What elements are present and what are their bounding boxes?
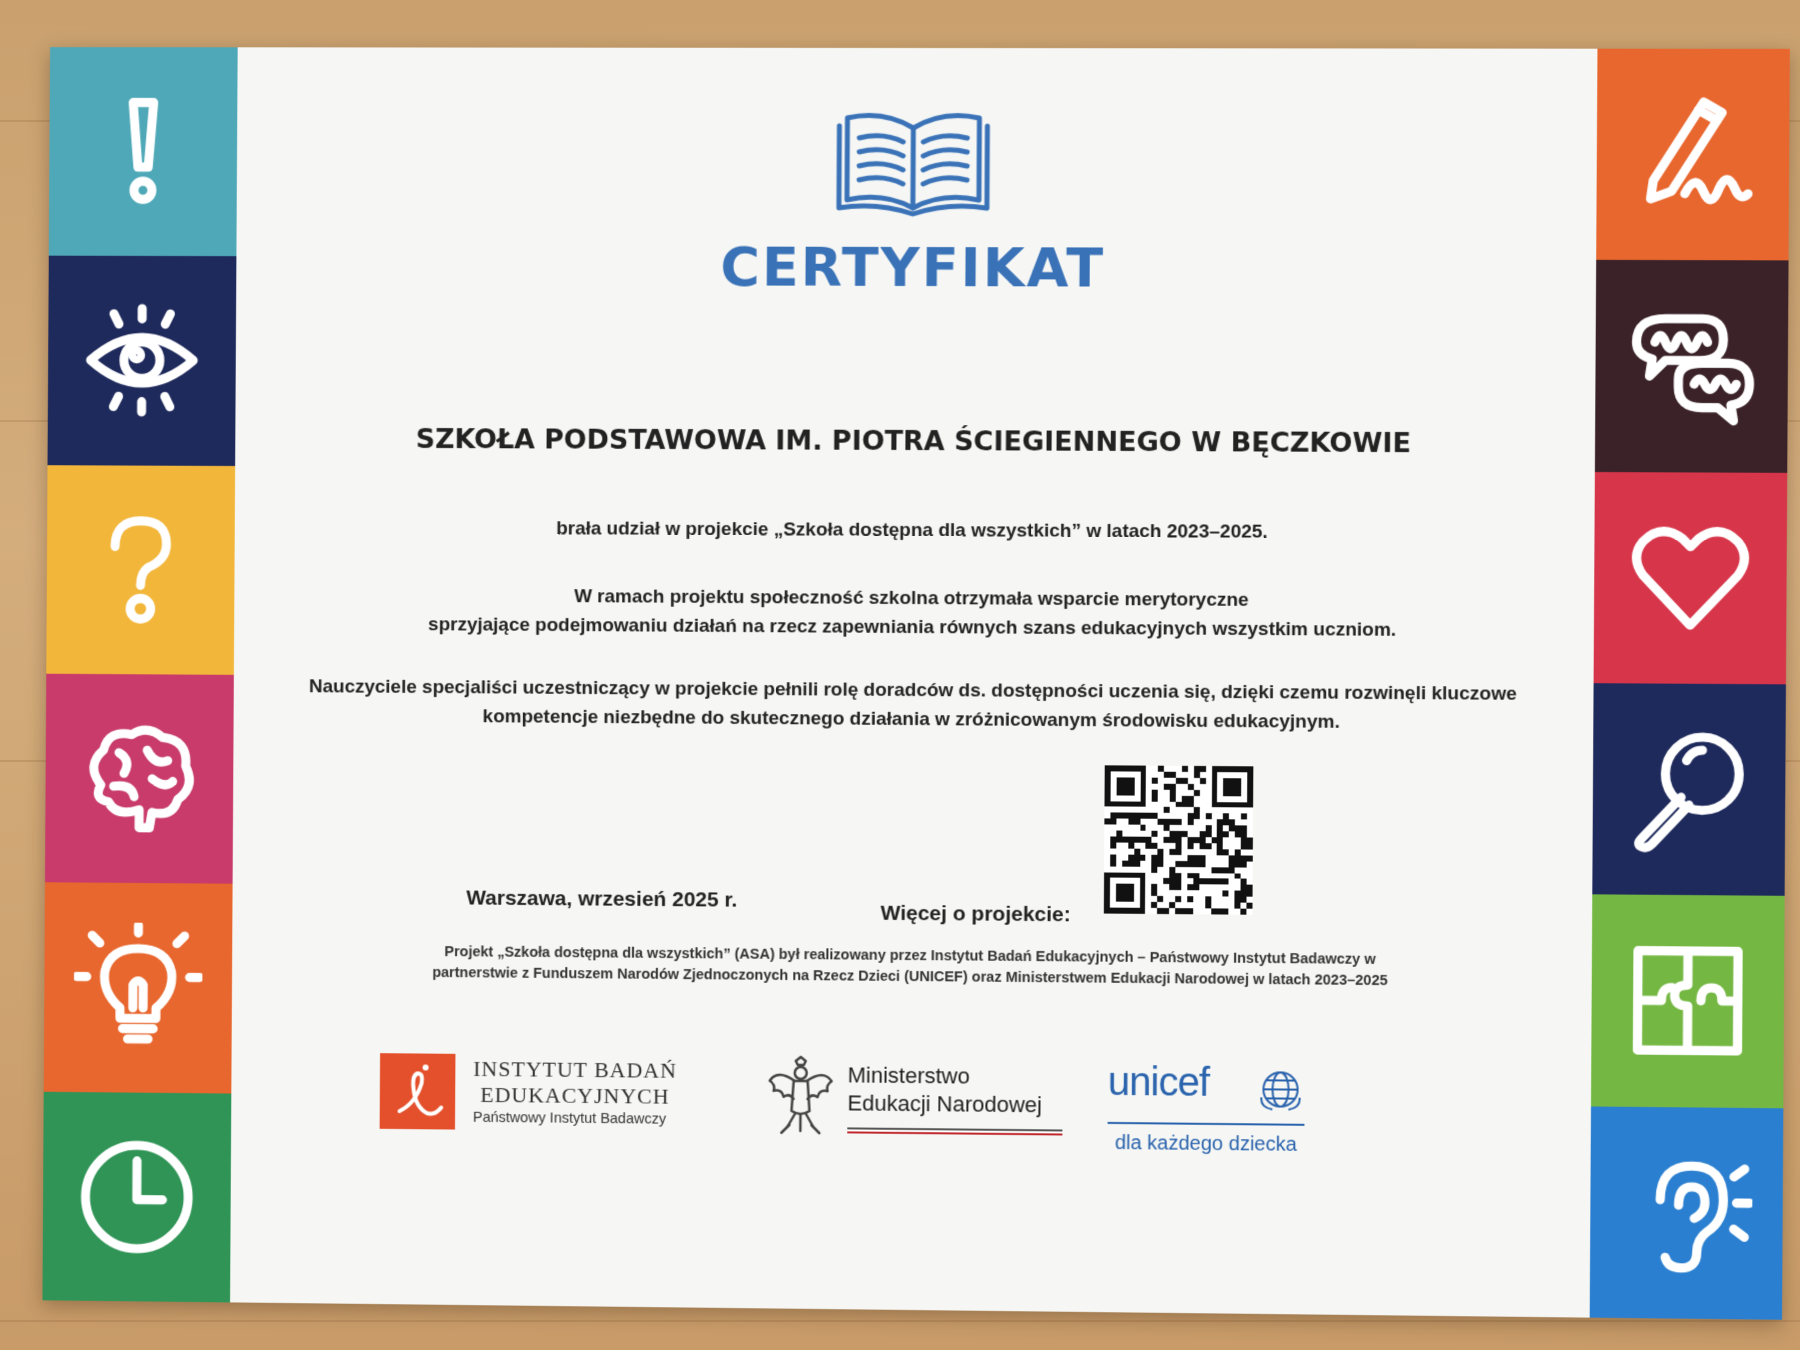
- exclamation-icon: [79, 87, 208, 216]
- tile-eye: [48, 256, 237, 466]
- unicef-logo: [1107, 1060, 1319, 1162]
- tile-puzzle: [1591, 895, 1785, 1108]
- certificate-content: [230, 47, 1597, 1317]
- ibe-emblem: [380, 1053, 456, 1129]
- eye-icon: [77, 296, 206, 426]
- unicef-tagline: dla każdego dziecka: [1114, 1132, 1297, 1156]
- tile-heart: [1594, 472, 1788, 685]
- men-name-line-1: Ministerstwo: [847, 1062, 970, 1089]
- unicef-globe-icon: [1258, 1067, 1303, 1112]
- open-book-icon: [833, 108, 994, 218]
- project-footer-note: [301, 941, 1521, 993]
- footer-line-1: Projekt „Szkoła dostępna dla wszystkich” (ASA) był realizowany przez Instytut Badań Edukacyjnych – Państwowy Instytut Badawczy w: [444, 944, 1376, 968]
- magnifier-icon: [1623, 724, 1755, 856]
- ear-icon: [1620, 1147, 1752, 1279]
- ibe-name-line-2: EDUKACYJNYCH: [480, 1081, 670, 1109]
- question-icon: [76, 505, 205, 635]
- project-qr-code[interactable]: [1104, 765, 1254, 914]
- left-icon-strip: [42, 47, 237, 1302]
- teachers-text-line-2: kompetencje niezbędne do skutecznego działania w zróżnicowanym środowisku edukacyjnym.: [482, 706, 1340, 733]
- more-about-project-label: Więcej o projekcie:: [880, 901, 1071, 927]
- support-text-line-1: W ramach projektu społeczność szkolna otrzymała wsparcie merytoryczne: [574, 586, 1249, 611]
- tile-exclamation: [49, 47, 238, 256]
- puzzle-icon: [1622, 935, 1754, 1067]
- brain-icon: [75, 714, 204, 844]
- men-flag-bar: [847, 1127, 1062, 1135]
- certificate-sheet: [42, 47, 1789, 1320]
- participation-paragraph: [235, 513, 1595, 549]
- tile-brain: [45, 674, 234, 884]
- pencil-icon: [1627, 89, 1759, 220]
- teachers-text-line-1: Nauczyciele specjaliści uczestniczący w projekcie pełnili rolę doradców ds. dostępności uczenia się, dzięki czemu rozwinęli kluczowe: [308, 676, 1517, 705]
- right-icon-strip: [1590, 49, 1790, 1320]
- clock-icon: [72, 1132, 201, 1263]
- eagle-emblem-icon: [765, 1055, 835, 1138]
- participation-text: brała udział w projekcie „Szkoła dostępna dla wszystkich” w latach 2023–2025.: [556, 518, 1268, 543]
- place-and-date: Warszawa, wrzesień 2025 r.: [466, 886, 738, 912]
- ibe-subtitle: Państwowy Instytut Badawczy: [472, 1109, 667, 1128]
- unicef-wordmark: unicef: [1107, 1059, 1210, 1105]
- certificate-title: CERTYFIKAT: [720, 235, 1106, 300]
- tile-pencil: [1596, 49, 1790, 261]
- school-name: SZKOŁA PODSTAWOWA IM. PIOTRA ŚCIEGIENNEGO W BĘCZKOWIE: [415, 423, 1412, 460]
- men-name-line-2: Edukacji Narodowej: [847, 1090, 1043, 1118]
- lightbulb-icon: [74, 923, 203, 1053]
- men-logo: [765, 1055, 1066, 1158]
- tile-question: [46, 465, 235, 675]
- footer-line-2: partnerstwie z Funduszem Narodów Zjednoczonych na Rzecz Dzieci (UNICEF) oraz Ministerstwem Edukacji Narodowej w latach 2023–2025: [432, 964, 1388, 990]
- heart-icon: [1624, 512, 1756, 644]
- tile-clock: [42, 1091, 231, 1302]
- tile-speech: [1595, 260, 1789, 472]
- support-paragraph: [234, 580, 1594, 646]
- speech-bubbles-icon: [1625, 301, 1757, 432]
- ibe-name-line-1: INSTYTUT BADAŃ: [473, 1055, 678, 1083]
- teachers-paragraph: [234, 672, 1594, 739]
- tile-ear: [1590, 1106, 1784, 1320]
- tile-lightbulb: [44, 883, 233, 1094]
- unicef-divider: [1108, 1122, 1305, 1126]
- support-text-line-2: sprzyjające podejmowaniu działań na rzecz zapewniania równych szans edukacyjnych wszystkim uczniom.: [428, 614, 1397, 641]
- tile-magnifier: [1592, 683, 1786, 896]
- ibe-logo: [380, 1053, 718, 1146]
